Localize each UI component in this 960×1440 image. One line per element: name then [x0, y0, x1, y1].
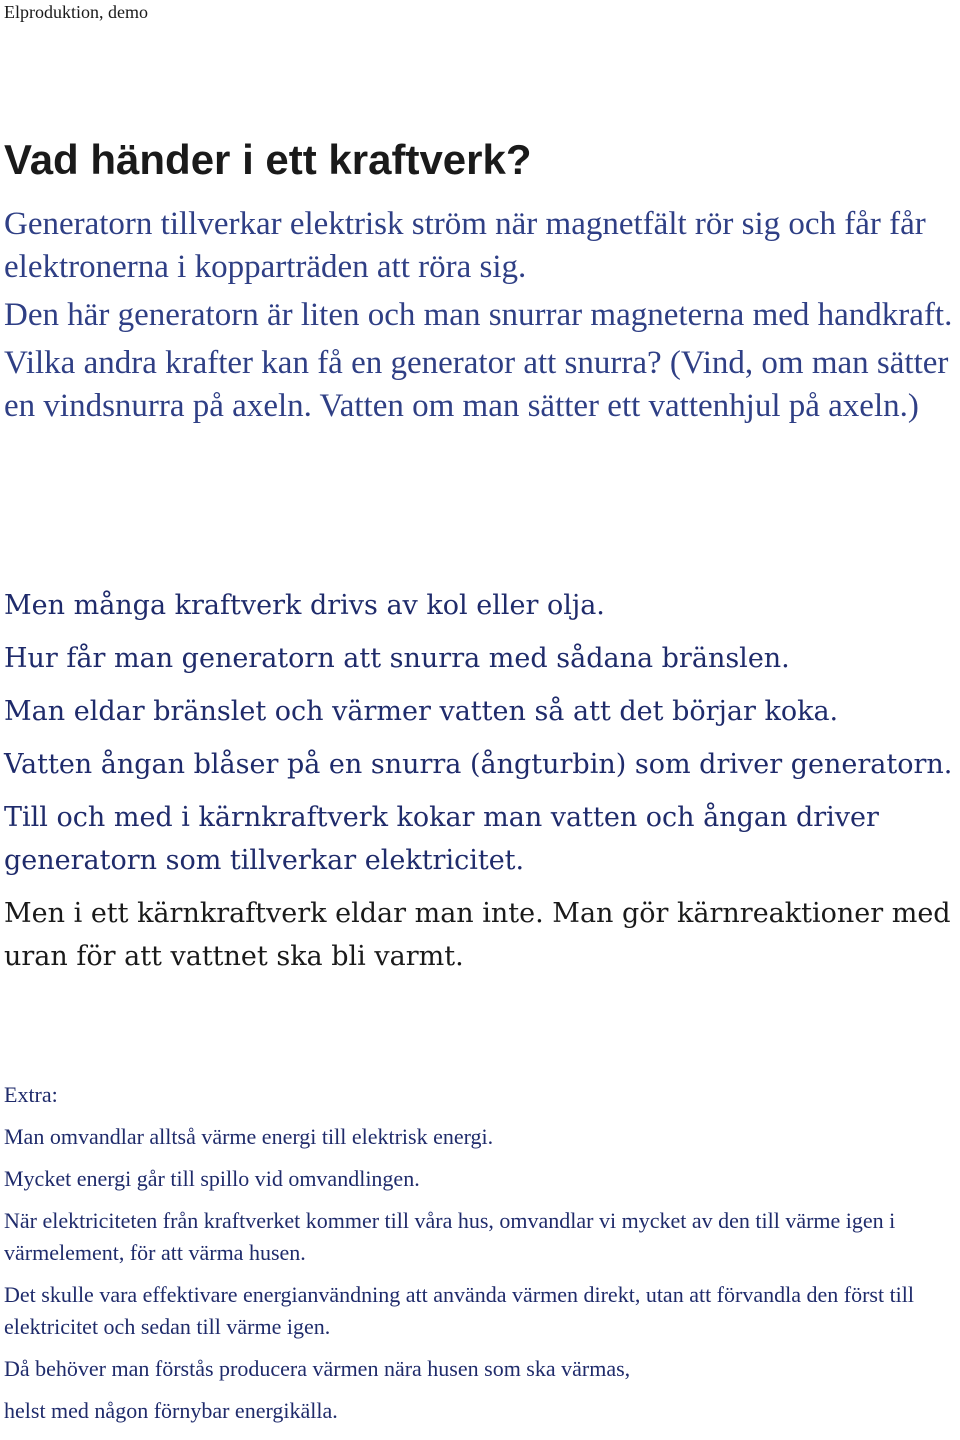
page-title: Vad händer i ett kraftverk?	[4, 136, 532, 183]
main-paragraph: Men i ett kärnkraftverk eldar man inte. Man gör kärnreaktioner med uran för att vattnet ska bli varmt.	[4, 898, 951, 972]
intro-paragraph: Den här generatorn är liten och man snurrar magneterna med handkraft.	[4, 297, 953, 333]
main-paragraph: Men många kraftverk drivs av kol eller olja.	[4, 590, 605, 621]
page-header: Elproduktion, demo	[4, 2, 148, 22]
intro-section	[4, 203, 956, 433]
main-section	[4, 584, 956, 988]
extra-paragraph: Mycket energi går till spillo vid omvandlingen.	[4, 1166, 420, 1191]
extra-section	[4, 1079, 956, 1427]
intro-paragraph: Vilka andra krafter kan få en generator att snurra? (Vind, om man sätter en vindsnurra på axeln. Vatten om man sätter ett vattenhjul på axeln.)	[4, 345, 949, 424]
main-paragraph: Man eldar bränslet och värmer vatten så att det börjar koka.	[4, 696, 839, 727]
extra-paragraph: helst med någon förnybar energikälla.	[4, 1398, 338, 1423]
extra-paragraph: Man omvandlar alltså värme energi till elektrisk energi.	[4, 1124, 494, 1149]
main-paragraph: Hur får man generatorn att snurra med sådana bränslen.	[4, 643, 790, 674]
extra-paragraph: Det skulle vara effektivare energianvändning att använda värmen direkt, utan att förvandla den först till elektricitet och sedan till värme igen.	[4, 1282, 915, 1339]
intro-paragraph: Generatorn tillverkar elektrisk ström när magnetfält rör sig och får får elektronerna i kopparträden att röra sig.	[4, 206, 926, 285]
extra-paragraph: När elektriciteten från kraftverket kommer till våra hus, omvandlar vi mycket av den till värme igen i värmelement, för att värma husen.	[4, 1208, 896, 1265]
main-paragraph: Vatten ångan blåser på en snurra (ångturbin) som driver generatorn.	[4, 749, 953, 780]
extra-paragraph: Då behöver man förstås producera värmen nära husen som ska värmas,	[4, 1356, 631, 1381]
extra-label: Extra:	[4, 1082, 58, 1107]
main-paragraph: Till och med i kärnkraftverk kokar man vatten och ångan driver generatorn som tillverkar elektricitet.	[4, 802, 879, 876]
